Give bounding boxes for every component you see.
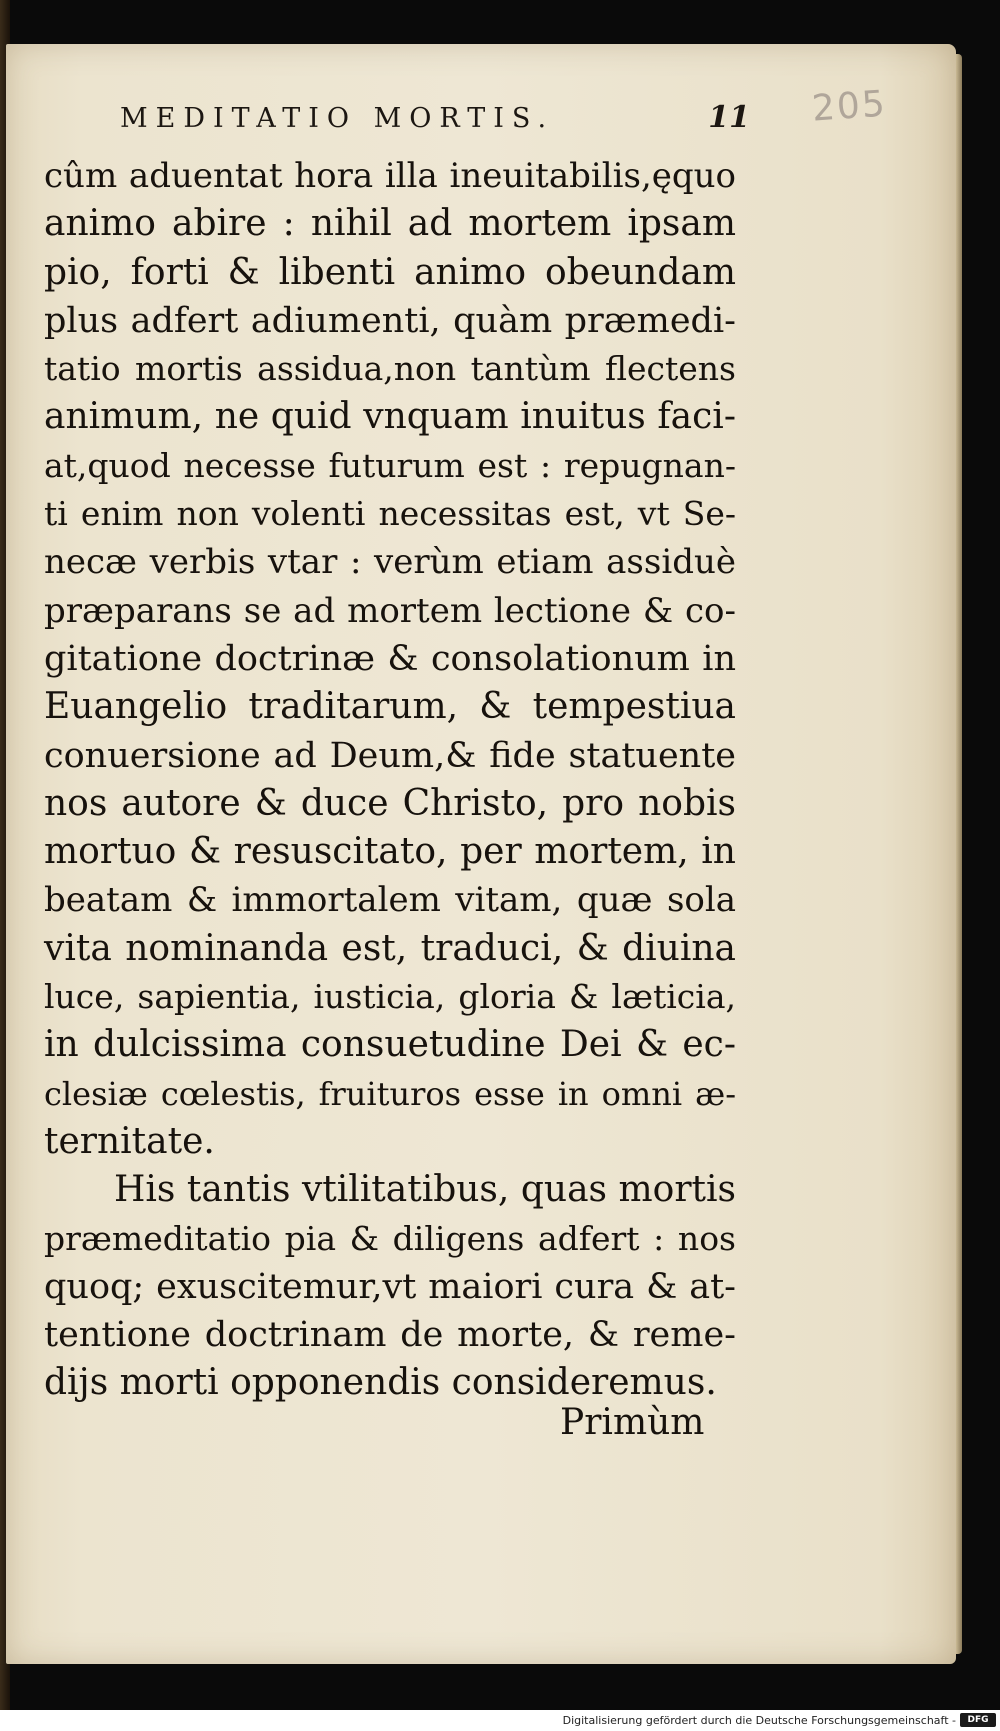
running-head bbox=[120, 100, 750, 135]
text-line: His tantis vtilitatibus, quas mortis bbox=[114, 1169, 736, 1211]
text-line: beatam & immortalem vitam, quæ sola bbox=[44, 880, 736, 921]
text-line: plus adfert adiumenti, quàm præmedi- bbox=[44, 300, 736, 341]
text-line: mortuo & resuscitato, per mortem, in bbox=[44, 831, 736, 873]
text-line: vita nominanda est, traduci, & diuina bbox=[44, 927, 736, 969]
text-line: cûm aduentat hora illa ineuitabilis,ęquo bbox=[44, 156, 736, 196]
text-line: ti enim non volenti necessitas est, vt Se- bbox=[44, 494, 736, 534]
text-line: tentione doctrinam de morte, & reme- bbox=[44, 1315, 736, 1356]
text-line: Euangelio traditarum, & tempestiua bbox=[44, 686, 736, 728]
text-line: gitatione doctrinæ & consolationum in bbox=[44, 638, 736, 679]
text-line: ternitate. bbox=[44, 1120, 215, 1162]
dfg-logo: DFG bbox=[960, 1713, 996, 1727]
text-line: dijs morti opponendis consideremus. bbox=[44, 1362, 717, 1404]
running-title: MEDITATIO MORTIS. bbox=[120, 103, 555, 134]
text-line: luce, sapientia, iusticia, gloria & læticia, bbox=[44, 977, 736, 1017]
text-line: clesiæ cœlestis, fruituros esse in omni æ- bbox=[44, 1074, 736, 1113]
text-line: tatio mortis assidua,non tantùm flectens bbox=[44, 349, 736, 389]
pencil-note: 205 bbox=[810, 83, 889, 130]
folio-number: 11 bbox=[708, 100, 750, 135]
text-line: præparans se ad mortem lectione & co- bbox=[44, 590, 736, 631]
text-line: necæ verbis vtar : verùm etiam assiduè bbox=[44, 542, 736, 583]
text-line: in dulcissima consuetudine Dei & ec- bbox=[44, 1024, 736, 1066]
text-line: animo abire : nihil ad mortem ipsam bbox=[44, 203, 736, 245]
text-line: pio, forti & libenti animo obeundam bbox=[44, 251, 736, 293]
text-line: præmeditatio pia & diligens adfert : nos bbox=[44, 1218, 736, 1258]
digitization-footer bbox=[0, 1710, 1000, 1731]
text-line: animum, ne quid vnquam inuitus faci- bbox=[44, 396, 736, 438]
text-line: quoq; exuscitemur,vt maiori cura & at- bbox=[44, 1266, 736, 1307]
text-line: conuersione ad Deum,& fide statuente bbox=[44, 735, 736, 776]
catchword: Primùm bbox=[560, 1402, 705, 1443]
text-block bbox=[44, 152, 736, 1408]
page-edge bbox=[956, 54, 962, 1654]
footer-credit: Digitalisierung gefördert durch die Deutsche Forschungsgemeinschaft - bbox=[562, 1714, 956, 1727]
text-line: at,quod necesse futurum est : repugnan- bbox=[44, 445, 736, 485]
text-line: nos autore & duce Christo, pro nobis bbox=[44, 782, 736, 824]
